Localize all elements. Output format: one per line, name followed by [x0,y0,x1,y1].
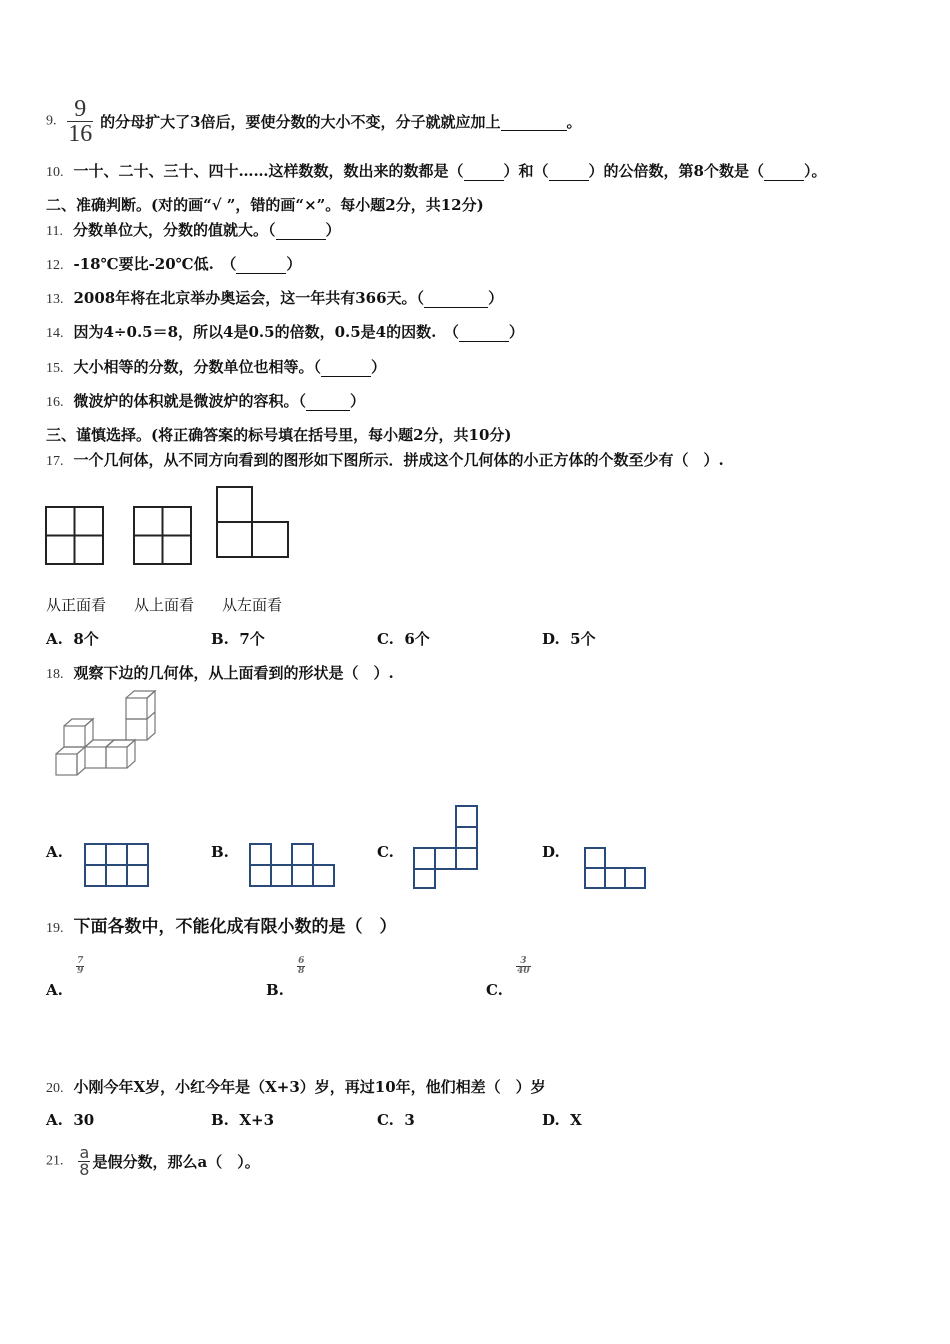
q9-text: 的分母扩大了3倍后，要使分数的大小不变，分子就就应加上 [100,113,501,131]
q20-option-d[interactable] [542,1111,582,1129]
q20-option-d-key: D. [542,1111,560,1129]
q11-text: 分数单位大，分数的值就大。（ [72,221,276,239]
q14 [46,321,524,342]
q17-text: 一个几何体，从不同方向看到的图形如下图所示．拼成这个几何体的小正方体的个数至少有（ ）. [73,451,724,469]
q13-blank[interactable] [424,289,488,308]
q17-view-label-left: 从左面看 [222,596,283,614]
q10-text-a: 一十、二十、三十、四十……这样数数，数出来的数都是（ [73,162,464,180]
q19-option-b[interactable] [266,957,305,997]
q20-number: 20. [46,1081,64,1096]
q20-option-b-value: X+3 [239,1111,275,1129]
q13-text: 2008年将在北京举办奥运会，这一年共有366天。（ [73,289,425,307]
q17-view-label-top: 从上面看 [134,596,195,614]
q17-number: 17. [46,454,64,469]
q19-option-b-fraction [297,957,305,976]
q11 [46,219,341,240]
q12-blank[interactable] [236,255,286,274]
q11-end: ） [325,221,341,239]
q12-number: 12. [46,258,64,273]
q20 [46,1076,546,1097]
q9-number: 9. [46,113,57,129]
q19-option-a-key: A. [46,981,63,999]
q20-option-c-value: 3 [404,1111,415,1129]
q21 [46,1145,260,1193]
q19-option-a-numerator: 7 [77,956,84,966]
q21-frac-numerator: a [79,1143,90,1162]
q19-option-b-numerator: 6 [298,956,305,966]
q16-end: ） [350,392,366,410]
q19-number: 19. [46,921,64,936]
q17-option-a-key: A. [46,630,63,648]
q19-option-c-denominator: 40 [517,966,530,976]
q10-number: 10. [46,165,64,180]
q9-blank[interactable] [501,112,567,131]
q17-option-b-key: B. [211,630,229,648]
q19-option-a-fraction [76,957,84,976]
q19-option-b-key: B. [266,981,284,999]
q9-end: 。 [566,113,582,131]
q18-option-b-figure[interactable] [249,843,337,889]
q12 [46,253,301,274]
q19-option-c[interactable] [486,957,531,997]
q17-top-view [133,506,193,566]
q13 [46,287,503,308]
q19-option-c-fraction [516,957,531,976]
q10-blank-1[interactable] [464,162,504,181]
q18-option-d[interactable]: D. [542,843,560,861]
q20-option-c-key: C. [377,1111,394,1129]
q17-option-c-value: 6个 [404,630,430,648]
q11-number: 11. [46,224,63,239]
q18-option-a-figure[interactable] [84,843,150,889]
q18-option-c[interactable]: C. [377,843,394,861]
q10-text-d: ）。 [803,162,827,180]
q19-option-c-key: C. [486,981,503,999]
q21-frac-denominator: 8 [79,1160,90,1179]
q14-end: ） [508,323,524,341]
q20-option-b-key: B. [211,1111,229,1129]
q21-text: 是假分数，那么a（ ）。 [92,1153,260,1171]
q17-option-d-key: D. [542,630,560,648]
q17-view-label-front: 从正面看 [46,596,107,614]
q17-option-d-value: 5个 [570,630,596,648]
q17-option-a[interactable] [46,628,99,649]
q15 [46,356,386,377]
q19-option-a-denominator: 9 [77,966,84,976]
q10-text-b: ）和（ [503,162,549,180]
q9 [46,97,582,147]
q9-frac-denominator: 16 [68,121,93,147]
q10-text-c: ）的公倍数，第8个数是（ [588,162,764,180]
q20-option-a[interactable] [46,1111,94,1129]
q18-option-c-figure[interactable] [413,805,479,889]
q17-front-view [45,506,105,566]
q17-option-a-value: 8个 [73,630,99,648]
q9-frac-numerator: 9 [74,96,87,122]
q17-left-view [216,486,292,560]
q19-option-c-numerator: 3 [520,956,527,966]
q15-end: ） [371,358,387,376]
q18 [46,662,394,683]
q20-option-c[interactable] [377,1111,415,1129]
q17 [46,449,724,470]
q21-fraction [78,1145,90,1178]
q12-end: ） [286,255,302,273]
q13-end: ） [488,289,504,307]
q20-option-a-value: 30 [73,1111,95,1129]
q17-option-b[interactable] [211,628,265,649]
q15-number: 15. [46,361,64,376]
q18-option-d-figure[interactable] [584,847,650,891]
section3-title: 三、谨慎选择。(将正确答案的标号填在括号里，每小题2分，共10分) [46,426,512,444]
q16-blank[interactable] [306,392,350,411]
q14-number: 14. [46,326,64,341]
q14-blank[interactable] [459,323,509,342]
q19-option-a[interactable] [46,957,84,997]
q18-text: 观察下边的几何体，从上面看到的形状是（ ）. [73,664,394,682]
q19-option-b-denominator: 8 [298,966,305,976]
q13-number: 13. [46,292,64,307]
q18-option-a[interactable]: A. [46,843,63,861]
q18-option-b[interactable]: B. [211,843,229,861]
q10-blank-3[interactable] [764,162,804,181]
q19-text: 下面各数中，不能化成有限小数的是（ ） [73,917,397,937]
q21-number: 21. [46,1153,64,1169]
q20-option-a-key: A. [46,1111,63,1129]
q16 [46,390,365,411]
q18-number: 18. [46,667,64,682]
q16-number: 16. [46,395,64,410]
q10-blank-2[interactable] [549,162,589,181]
q17-option-c-key: C. [377,630,394,648]
q15-blank[interactable] [321,358,371,377]
q16-text: 微波炉的体积就是微波炉的容积。（ [73,392,307,410]
q19 [46,912,397,937]
q17-option-d[interactable] [542,628,596,649]
section2-title: 二、准确判断。(对的画“√ ”，错的画“×”。每小题2分，共12分) [46,196,484,214]
q17-option-c[interactable] [377,628,430,649]
q10 [46,160,827,181]
q20-option-d-value: X [570,1111,582,1129]
q12-text: -18℃要比-20℃低. （ [73,255,237,273]
q20-option-b[interactable] [211,1111,274,1129]
q18-solid-figure [50,700,162,780]
q20-text: 小刚今年X岁，小红今年是（X+3）岁，再过10年，他们相差（ ）岁 [73,1078,546,1096]
q14-text: 因为4÷0.5＝8，所以4是0.5的倍数，0.5是4的因数. （ [73,323,459,341]
q15-text: 大小相等的分数，分数单位也相等。（ [73,358,322,376]
q9-fraction [67,97,93,146]
q17-option-b-value: 7个 [239,630,265,648]
q11-blank[interactable] [276,221,326,240]
